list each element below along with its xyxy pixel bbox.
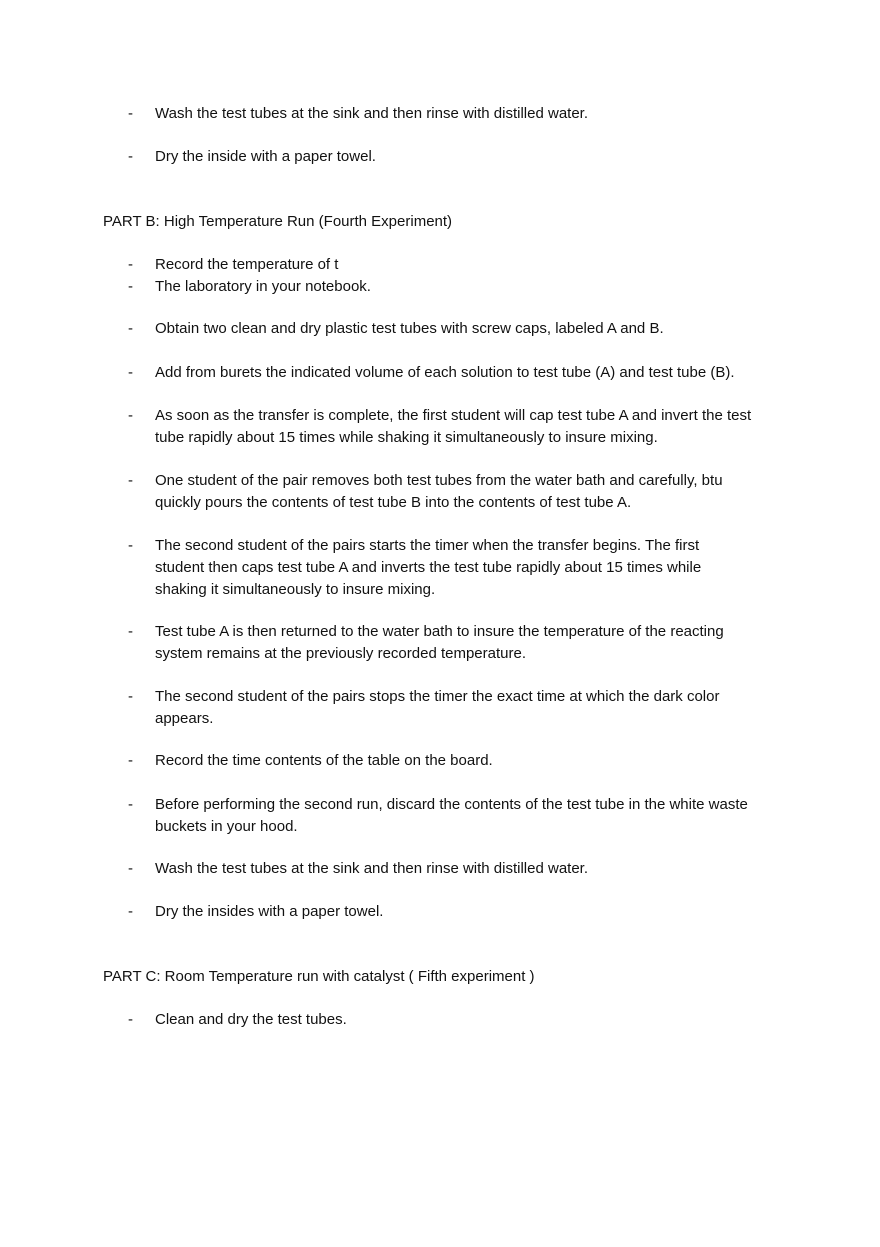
list-item: Test tube A is then returned to the water bath to insure the temperature of the reacting system remains at the previously recorded temperature. [155, 623, 724, 662]
list-item: Dry the insides with a paper towel. [155, 903, 384, 920]
bullet-dash: - [128, 1011, 133, 1028]
bullet-dash: - [128, 364, 133, 381]
list-item: Before performing the second run, discard the contents of the test tube in the white waste buckets in your hood. [155, 796, 748, 835]
list-item: As soon as the transfer is complete, the first student will cap test tube A and invert the test tube rapidly about 15 times while shaking it simultaneously to insure mixing. [155, 407, 752, 446]
section-heading-part-c: PART C: Room Temperature run with catalyst ( Fifth experiment ) [103, 968, 535, 985]
list-item: Obtain two clean and dry plastic test tubes with screw caps, labeled A and B. [155, 320, 664, 337]
bullet-dash: - [128, 688, 133, 705]
list-item: Wash the test tubes at the sink and then rinse with distilled water. [155, 860, 589, 877]
list-item: Wash the test tubes at the sink and then rinse with distilled water. [155, 105, 589, 122]
list-item: The laboratory in your notebook. [155, 278, 371, 295]
bullet-dash: - [128, 148, 133, 165]
list-item: Dry the inside with a paper towel. [155, 148, 376, 165]
list-item: Add from burets the indicated volume of each solution to test tube (A) and test tube (B). [155, 364, 735, 381]
bullet-dash: - [128, 860, 133, 877]
section-heading-part-b: PART B: High Temperature Run (Fourth Experiment) [103, 213, 453, 230]
bullet-dash: - [128, 903, 133, 920]
bullet-dash: - [128, 623, 133, 640]
list-item: The second student of the pairs stops the timer the exact time at which the dark color appears. [155, 688, 720, 727]
bullet-dash: - [128, 752, 133, 769]
bullet-dash: - [128, 537, 133, 554]
bullet-dash: - [128, 256, 133, 273]
list-item: Record the time contents of the table on the board. [155, 752, 493, 769]
bullet-dash: - [128, 278, 133, 295]
list-item: Clean and dry the test tubes. [155, 1011, 347, 1028]
bullet-dash: - [128, 407, 133, 424]
bullet-dash: - [128, 320, 133, 337]
bullet-dash: - [128, 796, 133, 813]
list-item: Record the temperature of t [155, 256, 339, 273]
list-item: One student of the pair removes both test tubes from the water bath and carefully, btu quickly pours the contents of test tube B into the contents of test tube A. [155, 472, 723, 511]
bullet-dash: - [128, 105, 133, 122]
list-item: The second student of the pairs starts the timer when the transfer begins. The first student then caps test tube A and inverts the test tube rapidly about 15 times while shaking it simultaneously to insure mixing. [155, 537, 702, 598]
bullet-dash: - [128, 472, 133, 489]
